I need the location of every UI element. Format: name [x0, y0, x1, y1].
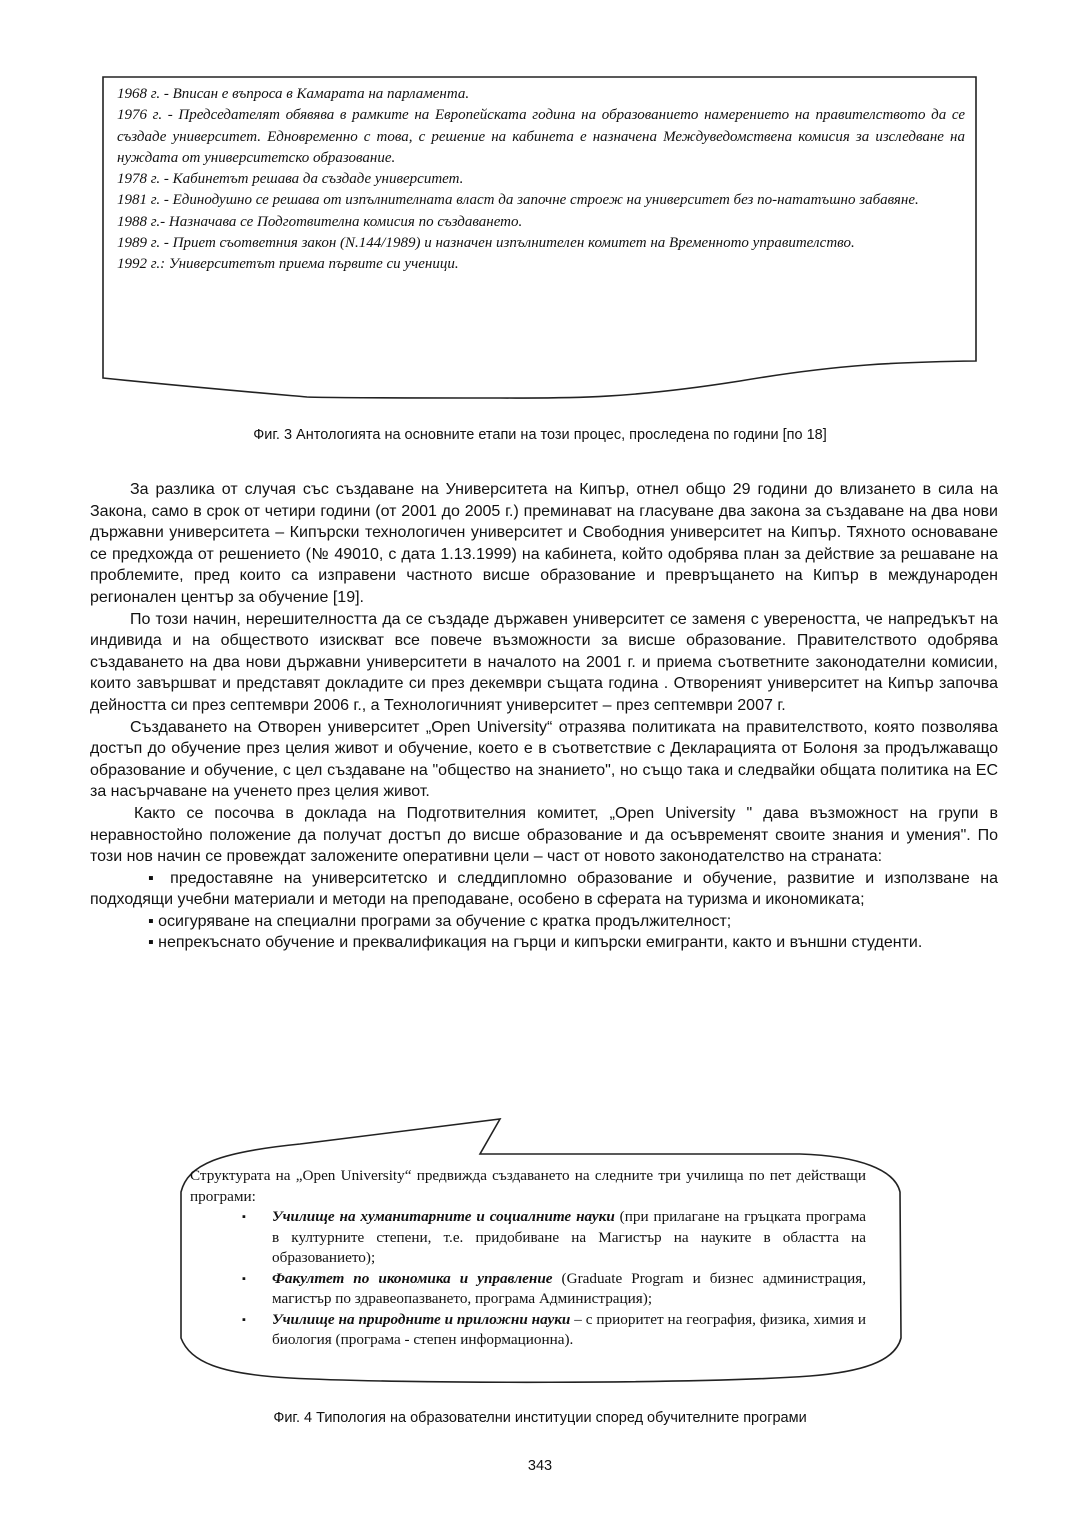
body-text [90, 479, 998, 954]
school-title: Факултет по икономика и управление [272, 1269, 553, 1287]
school-list [190, 1207, 866, 1351]
figure-3 [0, 0, 1080, 420]
school-item [190, 1207, 866, 1269]
school-item [190, 1310, 866, 1351]
bullet-marker: ▪ [242, 1313, 246, 1326]
bubble-intro: Структурата на „Open University“ предвижда създаването на следните три училища по пет действащи програми: [190, 1167, 866, 1205]
school-description: (Graduate Program и бизнес администрация, магистър по здравеопазването, програма Администрация); [272, 1269, 866, 1307]
school-description: (при прилагане на гръцката програма в културните степени, т.е. придобиване на Магистър на науките в областта на образованието); [272, 1208, 866, 1266]
timeline-entry: 1976 г. - Председателят обявява в рамките на Европейската година на образованието намерението на правителството да се създаде университет. Едновременно с това, с решение на кабинета е назначена Междуведомствена комисия за изследване на нуждата от университетско образование. [117, 107, 965, 166]
paragraph: По този начин, нерешителността да се създаде държавен университет се заменя с увереността, че напредъкът на индивида и на обществото изискват все повече възможности за висше образование. Правителството одобрява създаването на два нови държавни университети в началото на 2001 г. и приема съответните законодателни комисии, които завършват и представят докладите си през декември същата година . Отвореният университет на Кипър започва дейността си през септември 2006 г., а Технологичният университет – през септември 2007 г. [90, 610, 998, 714]
school-description: – с приоритет на география, физика, химия и биология (програма - степен информационна). [272, 1310, 866, 1348]
figure-4 [0, 1100, 1080, 1400]
figure-3-caption: Фиг. 3 Антологията на основните етапи на този процес, проследена по години [по 18] [253, 427, 827, 443]
figure-4-caption: Фиг. 4 Типология на образователни институции според обучителните програми [273, 1410, 807, 1426]
bubble-text [190, 1166, 866, 1351]
bullet-marker: ▪ [242, 1272, 246, 1285]
timeline-entry: 1981 г. - Единодушно се решава от изпълнителната власт да започне строеж на университет без по-нататъшно забавяне. [117, 192, 919, 209]
school-title: Училище на хуманитарните и социалните науки [272, 1208, 615, 1225]
bullet-marker: ▪ [242, 1211, 246, 1223]
bullet-item: ▪ непрекъснато обучение и преквалификация на гърци и кипърски емигранти, както и външни студенти. [148, 934, 923, 952]
timeline-entry: 1989 г. - Приет съответния закон (N.144/1989) и назначен изпълнителен комитет на Временното управителство. [117, 235, 855, 252]
paragraph: За разлика от случая със създаване на Университета на Кипър, отнел общо 29 години до влизането в сила на Закона, само в срок от четири години (от 2001 до 2005 г.) преминават на гласуване два закона за създаване на два нови държавни университета – Кипърски технологичен университет и Свободния университет на Кипър. Тяхното основаване се предхожда от решението (№ 49010, с дата 1.13.1999) на кабинета, който одобрява план за действие за решаване на проблемите, пред които са изправени частното висше образование и превръщането на Кипър в международен регионален център за обучение [19]. [90, 481, 998, 606]
paragraph: Създаването на Отворен университет „Open University“ отразява политиката на правителството, която позволява достъп до обучение през целия живот и обучение, което е в съответствие с Декларацията от Болоня за продължаващо образование и обучение, с цел създаване на "общество на знанието", но също така и следвайки общата политика на ЕС за насърчаване на ученето през целия живот. [90, 718, 998, 801]
timeline-entry: 1988 г.- Назначава се Подготвителна комисия по създаването. [117, 213, 523, 230]
timeline-entry: 1992 г.: Университетът приема първите си ученици. [117, 256, 459, 273]
timeline-entry: 1968 г. - Вписан е въпроса в Камарата на парламента. [117, 86, 470, 102]
school-item [190, 1269, 866, 1310]
page-number: 343 [527, 1458, 553, 1474]
bullet-item: ▪ осигуряване на специални програми за обучение с кратка продължителност; [148, 912, 732, 930]
bullet-item: ▪ предоставяне на университетско и следдипломно образование и обучение, развитие и използване на подходящи учебни материали и методи на преподаване, особено в сферата на туризма и икономиката; [90, 869, 998, 909]
timeline-text [117, 84, 965, 276]
school-title: Училище на природните и приложни науки [272, 1310, 571, 1328]
timeline-entry: 1978 г. - Кабинетът решава да създаде университет. [117, 171, 464, 188]
paragraph: Както се посочва в доклада на Подготвителния комитет, „Open University " дава възможност на групи в неравностойно положение да получат достъп до висше образование и да осъвременят своите знания и умения". По този нов начин се провеждат заложените оперативни цели – част от новото законодателство на страната: [90, 804, 998, 866]
